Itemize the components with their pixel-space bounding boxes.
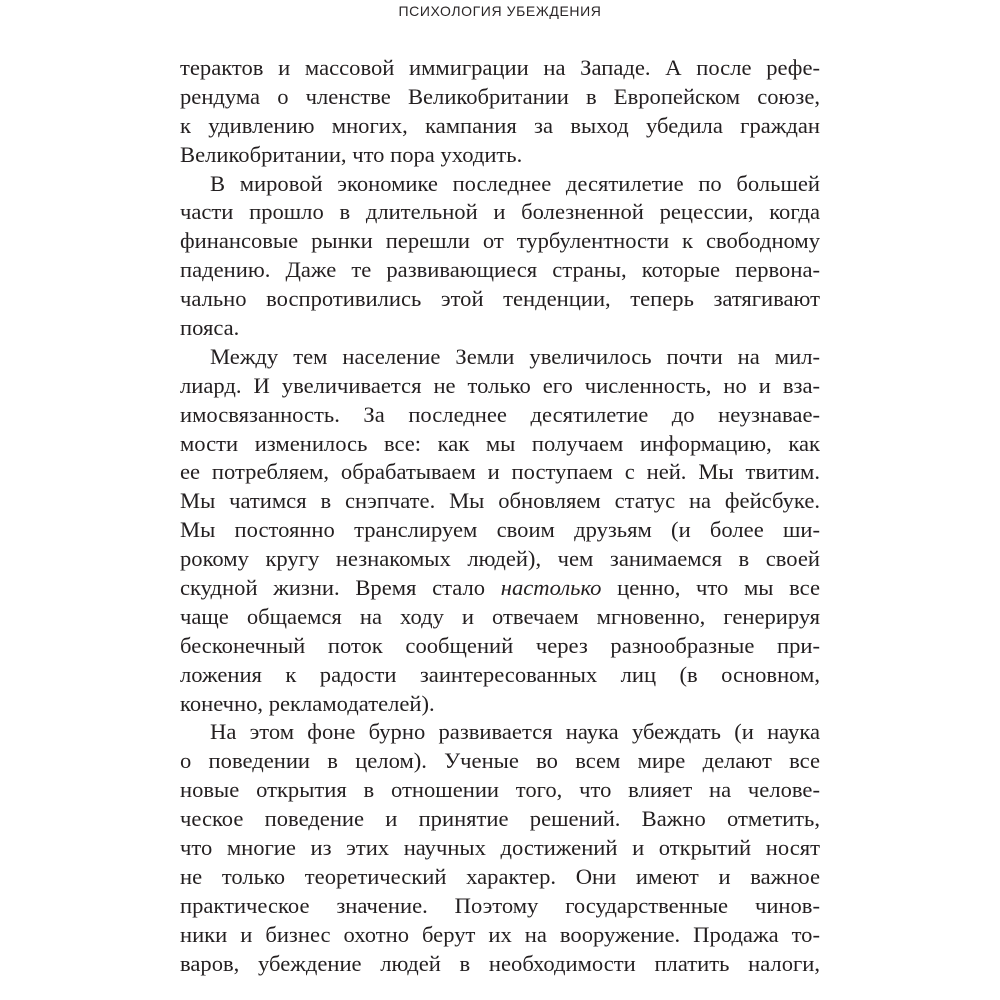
text-line: Великобритании, что пора уходить. bbox=[180, 141, 523, 167]
text-line: практическое значение. Поэтому государственные чинов- bbox=[180, 892, 820, 918]
text-line: о поведении в целом). Ученые во всем мире делают все bbox=[180, 748, 820, 774]
emphasis-word: настолько bbox=[500, 575, 602, 601]
text-line: части прошло в длительной и болезненной рецессии, когда bbox=[180, 199, 820, 225]
text-line: не только теоретический характер. Они имеют и важное bbox=[180, 863, 820, 889]
text-line: рокому кругу незнакомых людей), чем занимаемся в своей bbox=[180, 546, 820, 572]
text-line: рендума о членстве Великобритании в Европейском союзе, bbox=[180, 83, 820, 109]
text-line: падению. Даже те развивающиеся страны, которые первона- bbox=[180, 257, 820, 283]
text-line bbox=[180, 574, 820, 603]
text-line: ложения к радости заинтересованных лиц (в основном, bbox=[180, 661, 820, 687]
text-line: ники и бизнес охотно берут их на вооружение. Продажа то- bbox=[180, 921, 820, 947]
body-text bbox=[180, 54, 820, 979]
text-line: пояса. bbox=[180, 315, 240, 341]
text-line: чально воспротивились этой тенденции, теперь затягивают bbox=[180, 286, 820, 312]
text-line: что многие из этих научных достижений и открытий носят bbox=[180, 835, 820, 861]
text-line: ческое поведение и принятие решений. Важно отметить, bbox=[180, 806, 820, 832]
text-line: терактов и массовой иммиграции на Западе. А после рефе- bbox=[180, 55, 820, 80]
text-line: Мы постоянно транслируем своим друзьям (и более ши- bbox=[180, 517, 820, 543]
text-line: финансовые рынки перешли от турбулентности к свободному bbox=[180, 228, 820, 254]
paragraph-first-line: В мировой экономике последнее десятилетие по большей bbox=[210, 170, 820, 196]
text-segment: скудной жизни. Время стало bbox=[180, 575, 501, 601]
text-line: чаще общаемся на ходу и отвечаем мгновенно, генерируя bbox=[180, 603, 820, 629]
text-line: конечно, рекламодателей). bbox=[180, 690, 435, 716]
text-line: ее потребляем, обрабатываем и поступаем с ней. Мы твитим. bbox=[180, 459, 820, 485]
running-head: ПСИХОЛОГИЯ УБЕЖДЕНИЯ bbox=[398, 3, 602, 19]
text-line: к удивлению многих, кампания за выход убедила граждан bbox=[180, 112, 820, 138]
paragraph-first-line: Между тем население Земли увеличилось почти на мил- bbox=[210, 343, 820, 369]
text-line: мости изменилось все: как мы получаем информацию, как bbox=[180, 430, 820, 456]
text-line: варов, убеждение людей в необходимости платить налоги, bbox=[180, 950, 820, 976]
text-segment: ценно, что мы все bbox=[601, 575, 820, 601]
text-line: бесконечный поток сообщений через разнообразные при- bbox=[180, 632, 820, 658]
text-line: имосвязанность. За последнее десятилетие до неузнавае- bbox=[180, 401, 820, 427]
text-line: Мы чатимся в снэпчате. Мы обновляем статус на фейсбуке. bbox=[180, 488, 820, 514]
text-line: новые открытия в отношении того, что влияет на челове- bbox=[180, 777, 820, 803]
text-line: лиард. И увеличивается не только его численность, но и вза- bbox=[180, 372, 820, 398]
paragraph-first-line: На этом фоне бурно развивается наука убеждать (и наука bbox=[210, 719, 820, 745]
